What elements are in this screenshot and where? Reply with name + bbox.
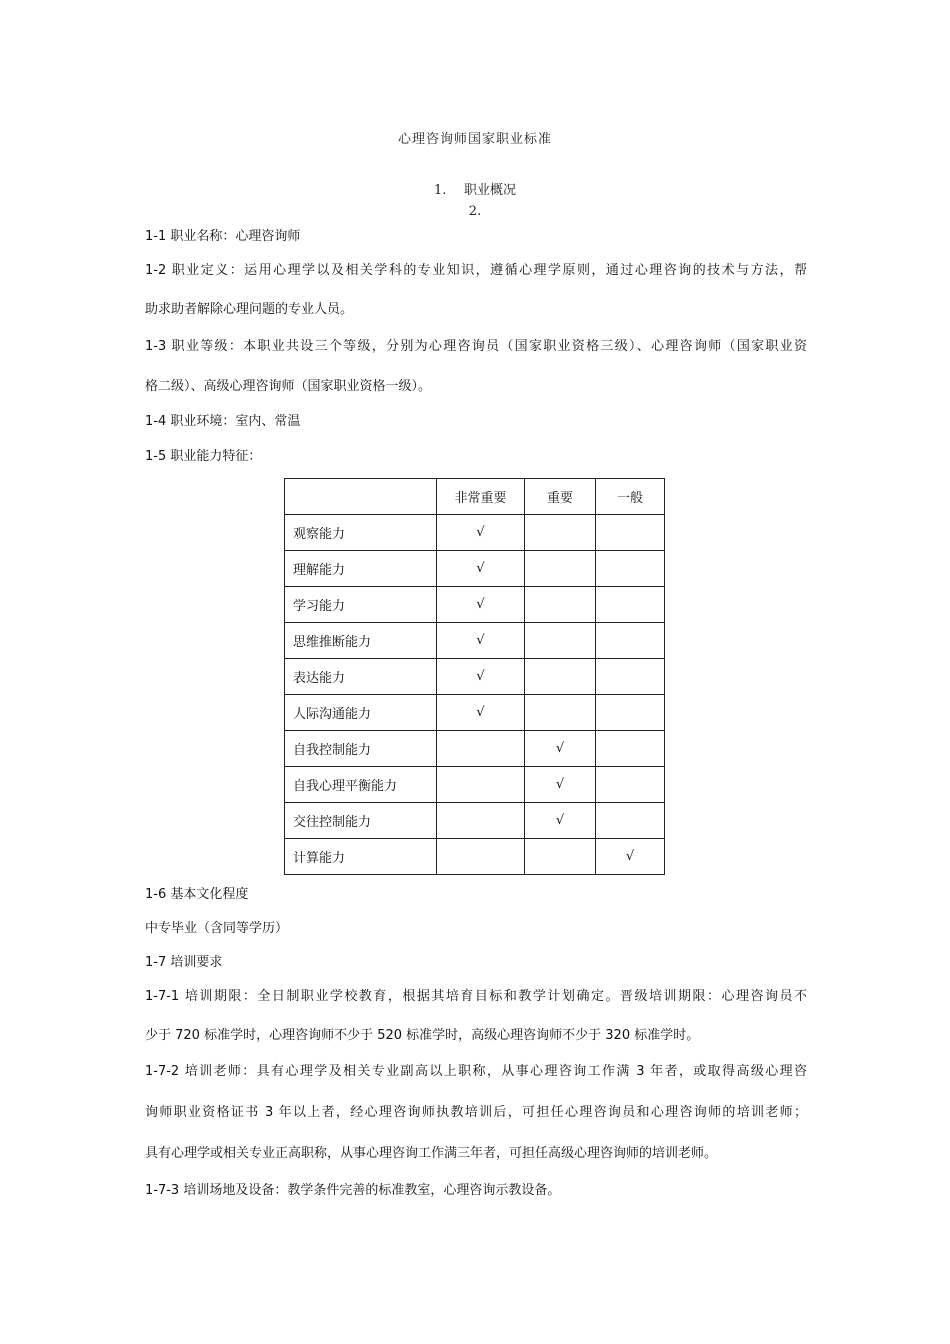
empty-cell: [596, 731, 665, 767]
ability-name-cell: 计算能力: [285, 839, 437, 875]
empty-cell: [596, 659, 665, 695]
check-mark-cell: √: [596, 839, 665, 875]
table-row: [285, 587, 665, 623]
empty-cell: [437, 803, 525, 839]
ability-name-cell: 自我心理平衡能力: [285, 767, 437, 803]
check-mark-cell: √: [525, 767, 596, 803]
ability-table: [284, 478, 665, 875]
paragraph-1-7-2-line2: 询师职业资格证书 3 年以上者，经心理咨询师执教培训后，可担任心理咨询员和心理咨询师的培训老师；: [145, 1105, 807, 1120]
empty-cell: [596, 695, 665, 731]
ability-name-cell: 观察能力: [285, 515, 437, 551]
paragraph-1-7-1-line2: 少于 720 标准学时，心理咨询师不少于 520 标准学时，高级心理咨询师不少于 320 标准学时。: [145, 1028, 700, 1043]
empty-cell: [437, 839, 525, 875]
empty-cell: [525, 839, 596, 875]
empty-cell: [596, 551, 665, 587]
paragraph-1-6-detail: 中专毕业（含同等学历）: [145, 921, 289, 936]
paragraph-1-2-line2: 助求助者解除心理问题的专业人员。: [145, 302, 354, 317]
ability-name-cell: 人际沟通能力: [285, 695, 437, 731]
page-title: 心理咨询师国家职业标准: [397, 132, 552, 147]
ability-name-cell: 理解能力: [285, 551, 437, 587]
table-row: [285, 659, 665, 695]
ability-name-cell: 学习能力: [285, 587, 437, 623]
table-row: [285, 731, 665, 767]
paragraph-1-7-3: 1-7-3 培训场地及设备：教学条件完善的标准教室，心理咨询示教设备。: [145, 1183, 561, 1198]
table-header-general: 一般: [596, 479, 665, 515]
empty-cell: [596, 587, 665, 623]
paragraph-1-7-1-line1: 1-7-1 培训期限：全日制职业学校教育，根据其培育目标和教学计划确定。晋级培训期限：心理咨询员不: [145, 989, 807, 1004]
paragraph-1-2-line1: 1-2 职业定义：运用心理学以及相关学科的专业知识，遵循心理学原则，通过心理咨询的技术与方法，帮: [145, 263, 807, 278]
empty-cell: [525, 551, 596, 587]
empty-cell: [525, 659, 596, 695]
empty-cell: [525, 623, 596, 659]
section-number-2: 2.: [468, 204, 482, 219]
check-mark-cell: √: [437, 515, 525, 551]
ability-name-cell: 表达能力: [285, 659, 437, 695]
ability-name-cell: 交往控制能力: [285, 803, 437, 839]
empty-cell: [596, 515, 665, 551]
paragraph-1-1: 1-1 职业名称：心理咨询师: [145, 229, 301, 244]
empty-cell: [596, 803, 665, 839]
empty-cell: [596, 623, 665, 659]
check-mark-cell: √: [437, 695, 525, 731]
table-header-important: 重要: [525, 479, 596, 515]
ability-name-cell: 思维推断能力: [285, 623, 437, 659]
paragraph-1-3-line2: 格二级）、高级心理咨询师（国家职业资格一级）。: [145, 379, 432, 394]
table-header-blank: [285, 479, 437, 515]
empty-cell: [596, 767, 665, 803]
paragraph-1-7: 1-7 培训要求: [145, 955, 223, 970]
section-heading-text: 职业概况: [463, 183, 516, 198]
check-mark-cell: √: [437, 551, 525, 587]
table-row: [285, 839, 665, 875]
empty-cell: [437, 731, 525, 767]
paragraph-1-5: 1-5 职业能力特征：: [145, 449, 262, 464]
paragraph-1-7-2-line1: 1-7-2 培训老师：具有心理学及相关专业副高以上职称，从事心理咨询工作满 3 年者，或取得高级心理咨: [145, 1064, 807, 1079]
empty-cell: [525, 515, 596, 551]
empty-cell: [525, 695, 596, 731]
table-header-row: [285, 479, 665, 515]
paragraph-1-7-2-line3: 具有心理学或相关专业正高职称，从事心理咨询工作满三年者，可担任高级心理咨询师的培训老师。: [145, 1146, 718, 1161]
table-row: [285, 803, 665, 839]
table-row: [285, 623, 665, 659]
table-row: [285, 515, 665, 551]
paragraph-1-6: 1-6 基本文化程度: [145, 887, 249, 902]
table-row: [285, 767, 665, 803]
empty-cell: [525, 587, 596, 623]
paragraph-1-4: 1-4 职业环境：室内、常温: [145, 414, 301, 429]
section-heading-2: [0, 204, 950, 219]
empty-cell: [437, 767, 525, 803]
check-mark-cell: √: [525, 731, 596, 767]
check-mark-cell: √: [437, 659, 525, 695]
check-mark-cell: √: [437, 623, 525, 659]
table-row: [285, 551, 665, 587]
table-row: [285, 695, 665, 731]
check-mark-cell: √: [437, 587, 525, 623]
check-mark-cell: √: [525, 803, 596, 839]
section-heading-1: [0, 179, 950, 198]
section-number-1: 1.: [433, 183, 447, 198]
paragraph-1-3-line1: 1-3 职业等级：本职业共设三个等级，分别为心理咨询员（国家职业资格三级）、心理咨询师（国家职业资: [145, 339, 807, 354]
ability-name-cell: 自我控制能力: [285, 731, 437, 767]
table-header-very-important: 非常重要: [437, 479, 525, 515]
